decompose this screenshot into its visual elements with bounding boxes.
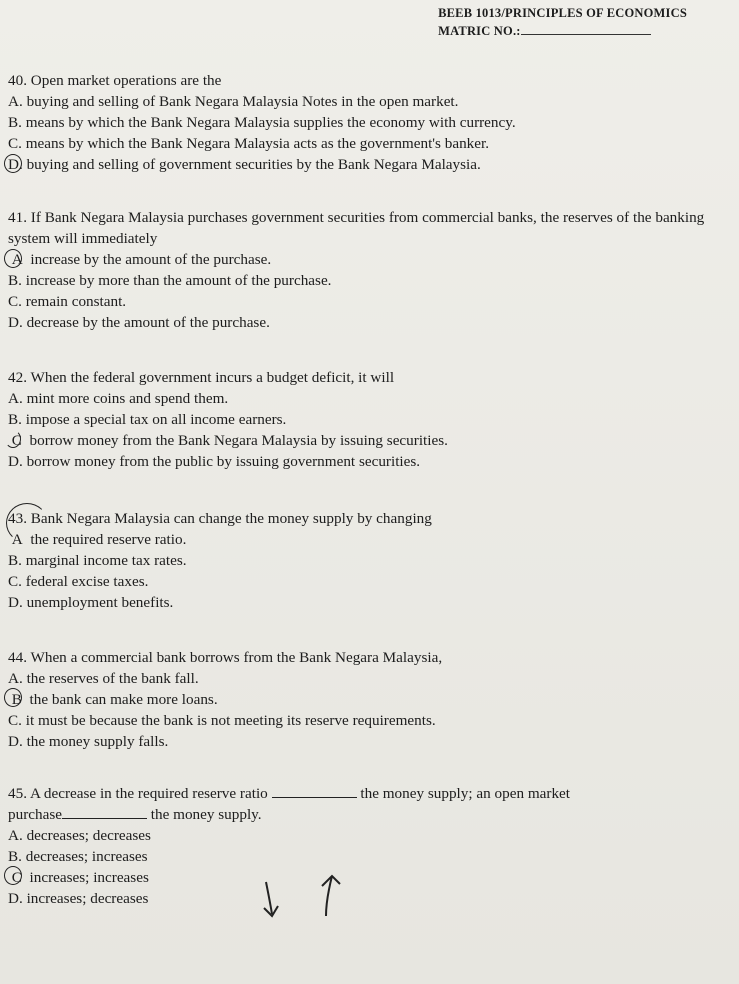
q42-option-d: D. borrow money from the public by issuing government securities. (8, 453, 421, 470)
q45-option-a: A. decreases; decreases (8, 827, 151, 844)
question-45-text-line2: purchase the money supply. (8, 806, 262, 823)
question-43-text: 43. Bank Negara Malaysia can change the money supply by changing (8, 510, 432, 527)
question-41 (8, 207, 728, 333)
q42-answer-circle (5, 430, 21, 448)
question-42-text: 42. When the federal government incurs a budget deficit, it will (8, 369, 395, 386)
question-42 (8, 367, 728, 472)
matric-number-line (438, 22, 687, 40)
q42-option-a: A. mint more coins and spend them. (8, 390, 229, 407)
question-41-text: 41. If Bank Negara Malaysia purchases government securities from commercial banks, the reserves of the banking system will immediately (8, 209, 705, 247)
q41-option-b: B. increase by more than the amount of the purchase. (8, 272, 332, 289)
q43-option-d: D. unemployment benefits. (8, 594, 174, 611)
q45-option-b: B. decreases; increases (8, 848, 148, 865)
page-header (438, 4, 687, 40)
q45-option-c: C increases; increases (11, 869, 149, 886)
handwritten-arrows (260, 872, 350, 922)
q44-answer-circle (4, 688, 22, 707)
q45-option-d: D. increases; decreases (8, 890, 149, 907)
question-44-text: 44. When a commercial bank borrows from the Bank Negara Malaysia, (8, 649, 443, 666)
q44-option-c: C. it must be because the bank is not meeting its reserve requirements. (8, 712, 436, 729)
question-45-text-line1: 45. A decrease in the required reserve ratio the money supply; an open market (8, 785, 570, 802)
q43-option-c: C. federal excise taxes. (8, 573, 149, 590)
q41-option-d: D. decrease by the amount of the purchase. (8, 314, 270, 331)
q45-answer-circle (4, 866, 22, 885)
question-45 (8, 783, 728, 909)
question-40 (8, 70, 728, 175)
q43-option-b: B. marginal income tax rates. (8, 552, 187, 569)
matric-blank (521, 22, 651, 35)
q44-option-d: D. the money supply falls. (8, 733, 169, 750)
matric-label: MATRIC NO.: (438, 24, 521, 38)
question-44 (8, 647, 728, 752)
q40-option-d: D. buying and selling of government securities by the Bank Negara Malaysia. (8, 156, 481, 173)
q41-option-c: C. remain constant. (8, 293, 127, 310)
q44-option-b: B the bank can make more loans. (11, 691, 218, 708)
course-title: BEEB 1013/PRINCIPLES OF ECONOMICS (438, 6, 687, 20)
q41-option-a: A increase by the amount of the purchase. (11, 251, 272, 268)
down-arrow-icon (266, 882, 272, 914)
q42-option-b: B. impose a special tax on all income earners. (8, 411, 287, 428)
q45-blank-1 (272, 783, 357, 798)
q43-answer-circle (6, 503, 48, 543)
q42-option-c: C borrow money from the Bank Negara Malaysia by issuing securities. (11, 432, 448, 449)
q40-option-b: B. means by which the Bank Negara Malaysia supplies the economy with currency. (8, 114, 516, 131)
q44-option-a: A. the reserves of the bank fall. (8, 670, 199, 687)
question-43 (8, 508, 728, 613)
q41-answer-circle (4, 249, 22, 268)
q40-option-a: A. buying and selling of Bank Negara Malaysia Notes in the open market. (8, 93, 459, 110)
q45-blank-2 (62, 804, 147, 819)
question-40-text: 40. Open market operations are the (8, 72, 222, 89)
q40-answer-circle (4, 154, 22, 173)
q43-option-a: A the required reserve ratio. (11, 531, 187, 548)
q40-option-c: C. means by which the Bank Negara Malaysia acts as the government's banker. (8, 135, 490, 152)
